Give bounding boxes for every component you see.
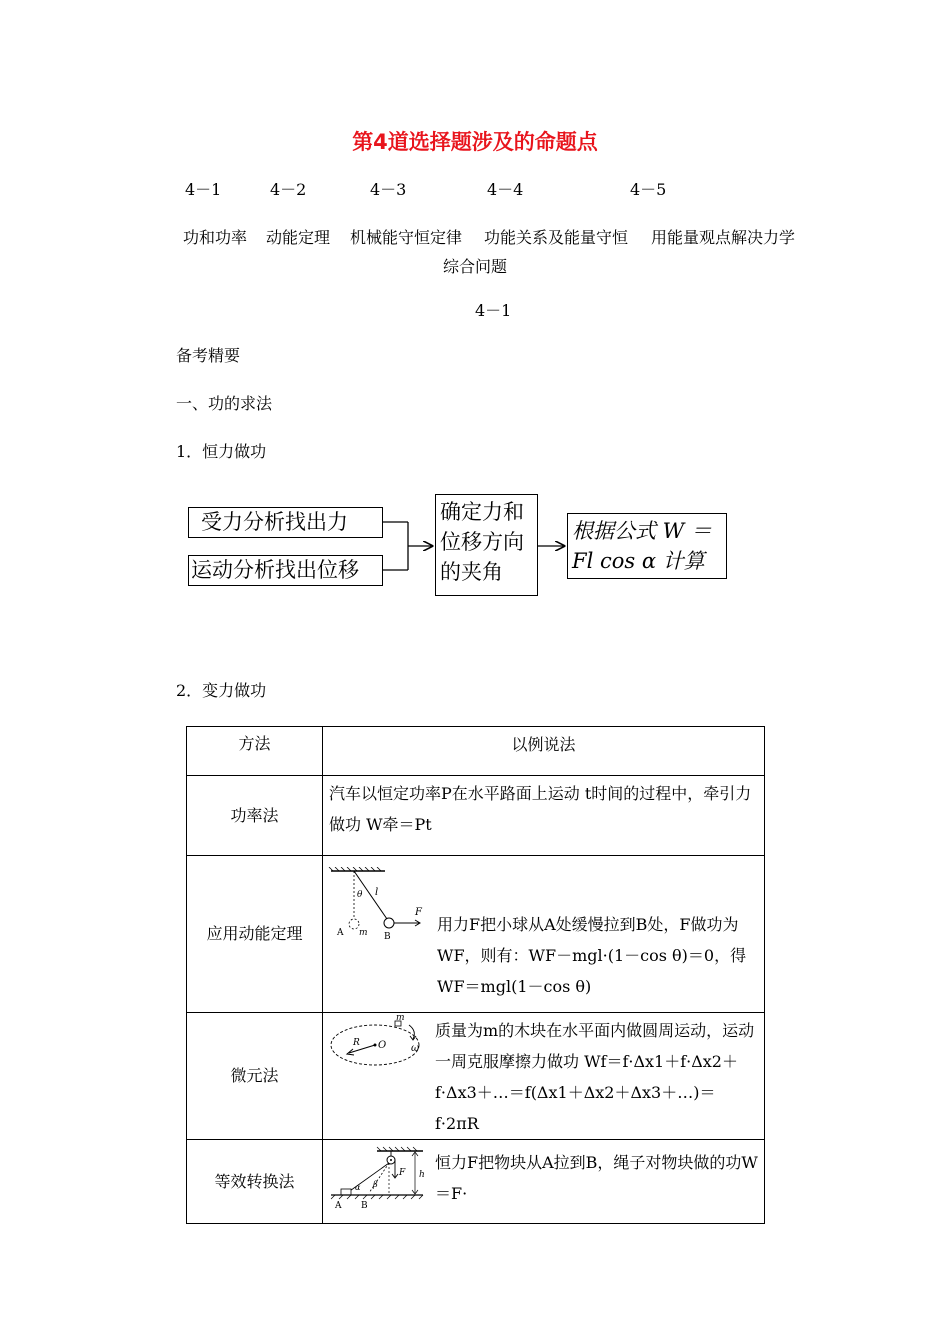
heading-prep: 备考精要 <box>176 346 241 365</box>
desc-micro-element: 质量为m的木块在水平面内做圆周运动，运动一周克服摩擦力做功 Wf＝f·Δx1＋f·Δx2＋f·Δx3＋…＝f(Δx1＋Δx2＋Δx3＋…)＝f·2πR <box>435 1021 755 1133</box>
pulley-figure <box>327 1145 435 1219</box>
header-example: 以例说法 <box>323 727 765 776</box>
desc-power: 汽车以恒定功率P在水平路面上运动 t时间的过程中，牵引力做功 W牵＝Pt <box>323 776 765 856</box>
pulley-label-beta: β <box>373 1179 378 1189</box>
topic-name-1: 功和功率 <box>183 228 248 247</box>
heading-variable-force: 2．变力做功 <box>176 681 267 700</box>
table-row <box>187 776 765 856</box>
pendulum-label-B: B <box>384 931 391 942</box>
heading-constant-force: 1．恒力做功 <box>176 442 267 461</box>
pendulum-label-theta: θ <box>357 889 363 900</box>
pendulum-label-m: m <box>359 927 368 938</box>
flow-box-angle <box>435 494 538 596</box>
topic-code-1: 4－1 <box>185 180 222 199</box>
topic-name-5: 用能量观点解决力学 <box>651 228 796 247</box>
topic-code-3: 4－3 <box>370 180 407 199</box>
pulley-label-B: B <box>361 1200 368 1211</box>
section-code: 4－1 <box>475 301 512 320</box>
flow-box-angle-line-1: 确定力和 <box>440 500 524 524</box>
desc-kinetic-theorem-cell <box>323 856 765 1013</box>
pulley-label-h: h <box>419 1169 425 1180</box>
pendulum-label-l: l <box>375 886 379 898</box>
page-title: 第4道选择题涉及的命题点 <box>352 130 598 154</box>
topic-name-5-wrap: 综合问题 <box>443 257 508 276</box>
flow-box-angle-line-3: 的夹角 <box>440 560 503 584</box>
header-method: 方法 <box>187 727 323 776</box>
pendulum-label-F: F <box>415 906 422 918</box>
topic-code-4: 4－4 <box>487 180 524 199</box>
desc-equivalent-conversion: 恒力F把物块从A拉到B，绳子对物块做的功W＝F· <box>435 1152 758 1203</box>
topic-code-5: 4－5 <box>630 180 667 199</box>
method-micro-element: 微元法 <box>187 1013 323 1140</box>
table-row <box>187 856 765 1013</box>
desc-equivalent-conversion-cell <box>323 1140 765 1224</box>
table-header-row <box>187 727 765 776</box>
flow-box-force: 受力分析找出力 <box>188 507 383 538</box>
circle-label-m: m <box>396 1013 405 1023</box>
topic-code-2: 4－2 <box>270 180 307 199</box>
topic-name-4: 功能关系及能量守恒 <box>484 228 629 247</box>
pendulum-label-A: A <box>337 927 344 938</box>
flow-box-angle-line-2: 位移方向 <box>440 530 524 554</box>
pendulum-figure <box>327 867 437 947</box>
table-row <box>187 1013 765 1140</box>
variable-force-methods-table <box>186 726 765 1224</box>
pulley-label-A: A <box>335 1200 342 1211</box>
method-equivalent-conversion: 等效转换法 <box>187 1140 323 1224</box>
flow-box-formula-line-1: 根据公式 W ＝ <box>572 519 712 543</box>
circle-label-omega: ω <box>411 1043 420 1054</box>
flow-box-formula <box>567 513 727 579</box>
table-row <box>187 1140 765 1224</box>
heading-work-methods: 一、功的求法 <box>176 394 273 413</box>
topic-name-2: 动能定理 <box>266 228 331 247</box>
circle-label-R: R <box>353 1038 360 1048</box>
desc-kinetic-theorem: 用力F把小球从A处缓慢拉到B处，F做功为WF，则有：WF－mgl·(1－cos θ)＝0，得 WF＝mgl(1－cos θ) <box>437 914 747 996</box>
topic-name-3: 机械能守恒定律 <box>350 228 463 247</box>
method-kinetic-theorem: 应用动能定理 <box>187 856 323 1013</box>
flow-box-formula-line-2: Fl cos α 计算 <box>572 549 705 573</box>
circle-label-O: O <box>378 1040 387 1051</box>
flow-box-displacement: 运动分析找出位移 <box>188 555 383 586</box>
pulley-label-alpha: α <box>355 1182 361 1192</box>
pulley-label-F: F <box>399 1167 406 1178</box>
circle-motion-figure <box>327 1013 435 1073</box>
desc-micro-element-cell <box>323 1013 765 1140</box>
method-power: 功率法 <box>187 776 323 856</box>
